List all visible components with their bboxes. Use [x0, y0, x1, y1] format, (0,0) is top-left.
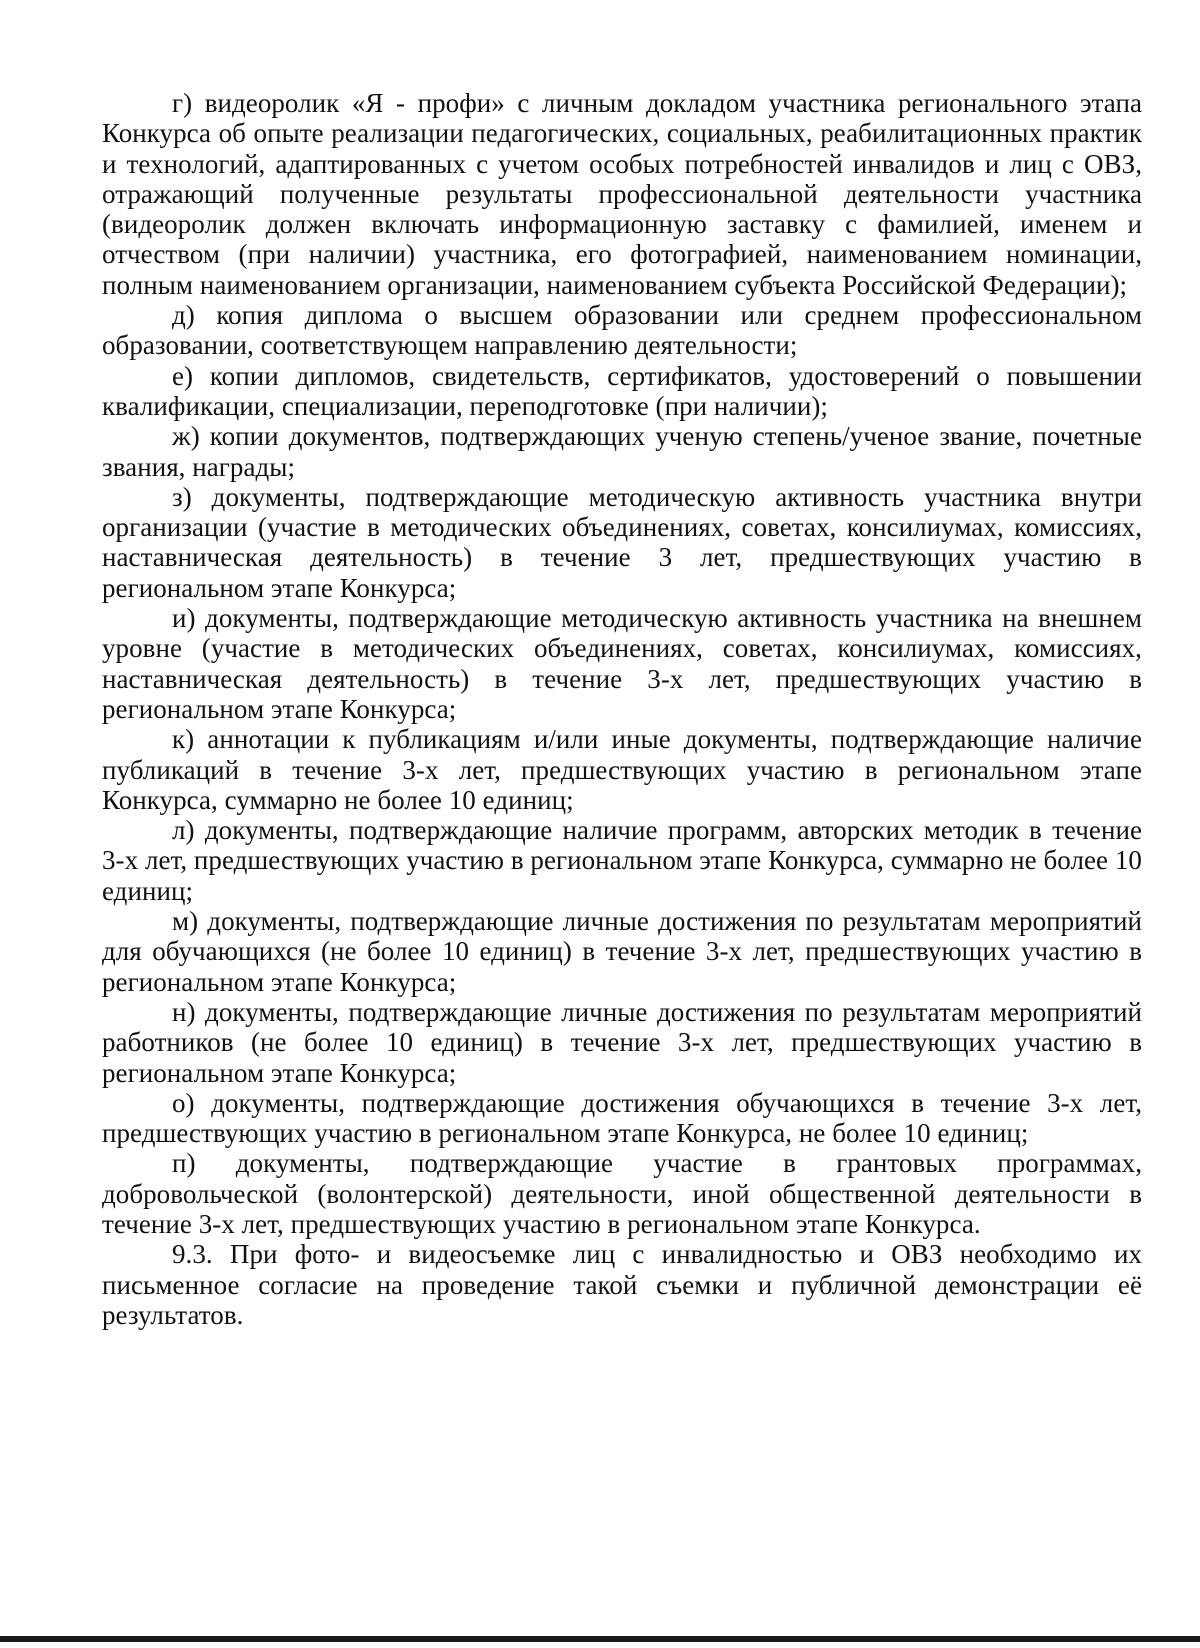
paragraph-item-zh: ж) копии документов, подтверждающих ученую степень/ученое звание, почетные звания, награды; — [102, 421, 1142, 482]
paragraph-item-d: д) копия диплома о высшем образовании или среднем профессиональном образовании, соответствующем направлению деятельности; — [102, 300, 1142, 361]
paragraph-item-i: и) документы, подтверждающие методическую активность участника на внешнем уровне (участие в методических объединениях, советах, консилиумах, комиссиях, наставническая деятельность) в течение 3-х лет, предшествующих участию в региональном этапе Конкурса; — [102, 603, 1142, 724]
paragraph-item-n: н) документы, подтверждающие личные достижения по результатам мероприятий работников (не более 10 единиц) в течение 3-х лет, предшествующих участию в региональном этапе Конкурса; — [102, 996, 1142, 1088]
scan-bottom-edge — [0, 1636, 1200, 1642]
paragraph-item-o: о) документы, подтверждающие достижения обучающихся в течение 3-х лет, предшествующих участию в региональном этапе Конкурса, не более 10 единиц; — [102, 1087, 1142, 1149]
paragraph-item-k: к) аннотации к публикациям и/или иные документы, подтверждающие наличие публикаций в течение 3-х лет, предшествующих участию в региональном этапе Конкурса, суммарно не более 10 единиц; — [102, 724, 1142, 815]
paragraph-item-m: м) документы, подтверждающие личные достижения по результатам мероприятий для обучающихся (не более 10 единиц) в течение 3-х лет, предшествующих участию в региональном этапе Конкурса; — [102, 906, 1142, 997]
paragraph-item-z: з) документы, подтверждающие методическую активность участника внутри организации (участие в методических объединениях, советах, консилиумах, комиссиях, наставническая деятельность) в течение 3 лет, предшествующих участию в региональном этапе Конкурса; — [102, 481, 1142, 603]
paragraph-section-9-3: 9.3. При фото- и видеосъемке лиц с инвалидностью и ОВЗ необходимо их письменное согласие на проведение такой съемки и публичной демонстрации её результатов. — [102, 1239, 1142, 1330]
paragraph-item-l: л) документы, подтверждающие наличие программ, авторских методик в течение 3-х лет, предшествующих участию в региональном этапе Конкурса, суммарно не более 10 единиц; — [102, 815, 1142, 906]
document-page — [102, 88, 1142, 1330]
paragraph-item-g: г) видеоролик «Я - профи» с личным докладом участника регионального этапа Конкурса об опыте реализации педагогических, социальных, реабилитационных практик и технологий, адаптированных с учетом особых потребностей инвалидов и лиц с ОВЗ, отражающий полученные результаты профессиональной деятельности участника (видеоролик должен включать информационную заставку с фамилией, именем и отчеством (при наличии) участника, его фотографией, наименованием номинации, полным наименованием организации, наименованием субъекта Российской Федерации); — [102, 88, 1142, 300]
paragraph-item-p: п) документы, подтверждающие участие в грантовых программах, добровольческой (волонтерской) деятельности, иной общественной деятельности в течение 3-х лет, предшествующих участию в региональном этапе Конкурса. — [102, 1148, 1142, 1239]
paragraph-item-e: е) копии дипломов, свидетельств, сертификатов, удостоверений о повышении квалификации, специализации, переподготовке (при наличии); — [102, 360, 1142, 421]
